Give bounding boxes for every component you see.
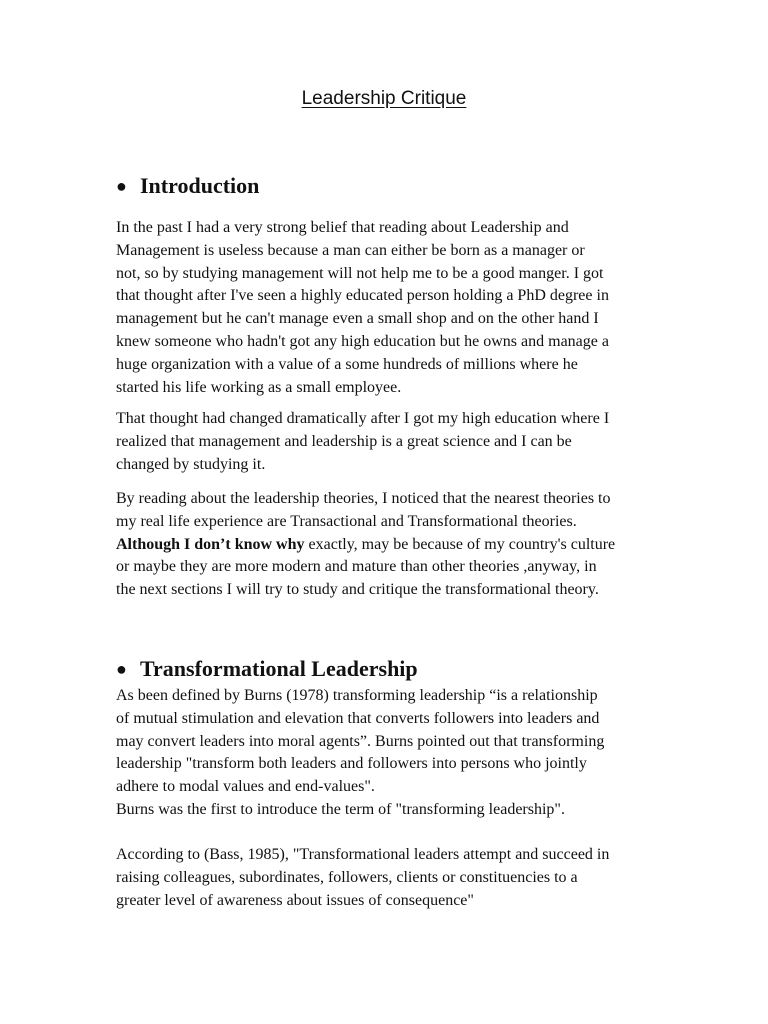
text-line: huge organization with a value of a some hundreds of millions where he: [116, 355, 578, 373]
text-line: According to (Bass, 1985), "Transformational leaders attempt and succeed in: [116, 846, 610, 863]
text-line: or maybe they are more modern and mature than other theories ,anyway, in: [116, 558, 597, 576]
text-line: leadership "transform both leaders and followers into persons who jointly: [116, 755, 587, 773]
intro-paragraph-2: [116, 408, 684, 476]
text-line: may convert leaders into moral agents”. Burns pointed out that transforming: [116, 732, 605, 750]
text-line: of mutual stimulation and elevation that converts followers into leaders and: [116, 709, 600, 727]
document-title: Leadership Critique: [301, 88, 467, 109]
section-heading-transformational-leadership: [116, 656, 418, 682]
text-line: greater level of awareness about issues of consequence": [116, 891, 474, 909]
bullet-icon: ●: [116, 175, 127, 196]
text-line: the next sections I will try to study and critique the transformational theory.: [116, 581, 599, 599]
text-line: my real life experience are Transactional and Transformational theories.: [116, 512, 577, 530]
intro-paragraph-3: [116, 488, 684, 602]
text-line: By reading about the leadership theories, I noticed that the nearest theories to: [116, 490, 611, 507]
text-line: Burns was the first to introduce the term of "transforming leadership".: [116, 800, 565, 818]
text-line: Management is useless because a man can either be born as a manager or: [116, 241, 585, 259]
text-fragment: exactly, may be because of my country's culture: [308, 535, 616, 553]
section-heading-introduction: [116, 173, 259, 199]
text-line: adhere to modal values and end-values".: [116, 778, 375, 796]
text-line: raising colleagues, subordinates, followers, clients or constituencies to a: [116, 868, 578, 886]
transformational-paragraph-1: [116, 685, 684, 822]
text-line: realized that management and leadership is a great science and I can be: [116, 432, 572, 450]
text-line: changed by studying it.: [116, 455, 266, 473]
text-line: management but he can't manage even a small shop and on the other hand I: [116, 310, 599, 328]
bold-phrase: Although I don’t know why: [116, 535, 305, 553]
transformational-paragraph-2: [116, 844, 684, 912]
text-line: [116, 534, 684, 557]
text-line: knew someone who hadn't got any high education but he owns and manage a: [116, 332, 609, 350]
section-heading-text: Transformational Leadership: [140, 656, 418, 681]
text-line: started his life working as a small employee.: [116, 378, 402, 396]
text-line: not, so by studying management will not help me to be a good manger. I got: [116, 264, 604, 282]
text-line: that thought after I've seen a highly educated person holding a PhD degree in: [116, 287, 609, 305]
text-line: That thought had changed dramatically after I got my high education where I: [116, 410, 610, 427]
bullet-icon: ●: [116, 658, 127, 679]
section-heading-text: Introduction: [140, 173, 260, 198]
intro-paragraph-1: [116, 217, 684, 399]
text-line: In the past I had a very strong belief that reading about Leadership and: [116, 219, 569, 236]
text-line: As been defined by Burns (1978) transforming leadership “is a relationship: [116, 687, 598, 704]
